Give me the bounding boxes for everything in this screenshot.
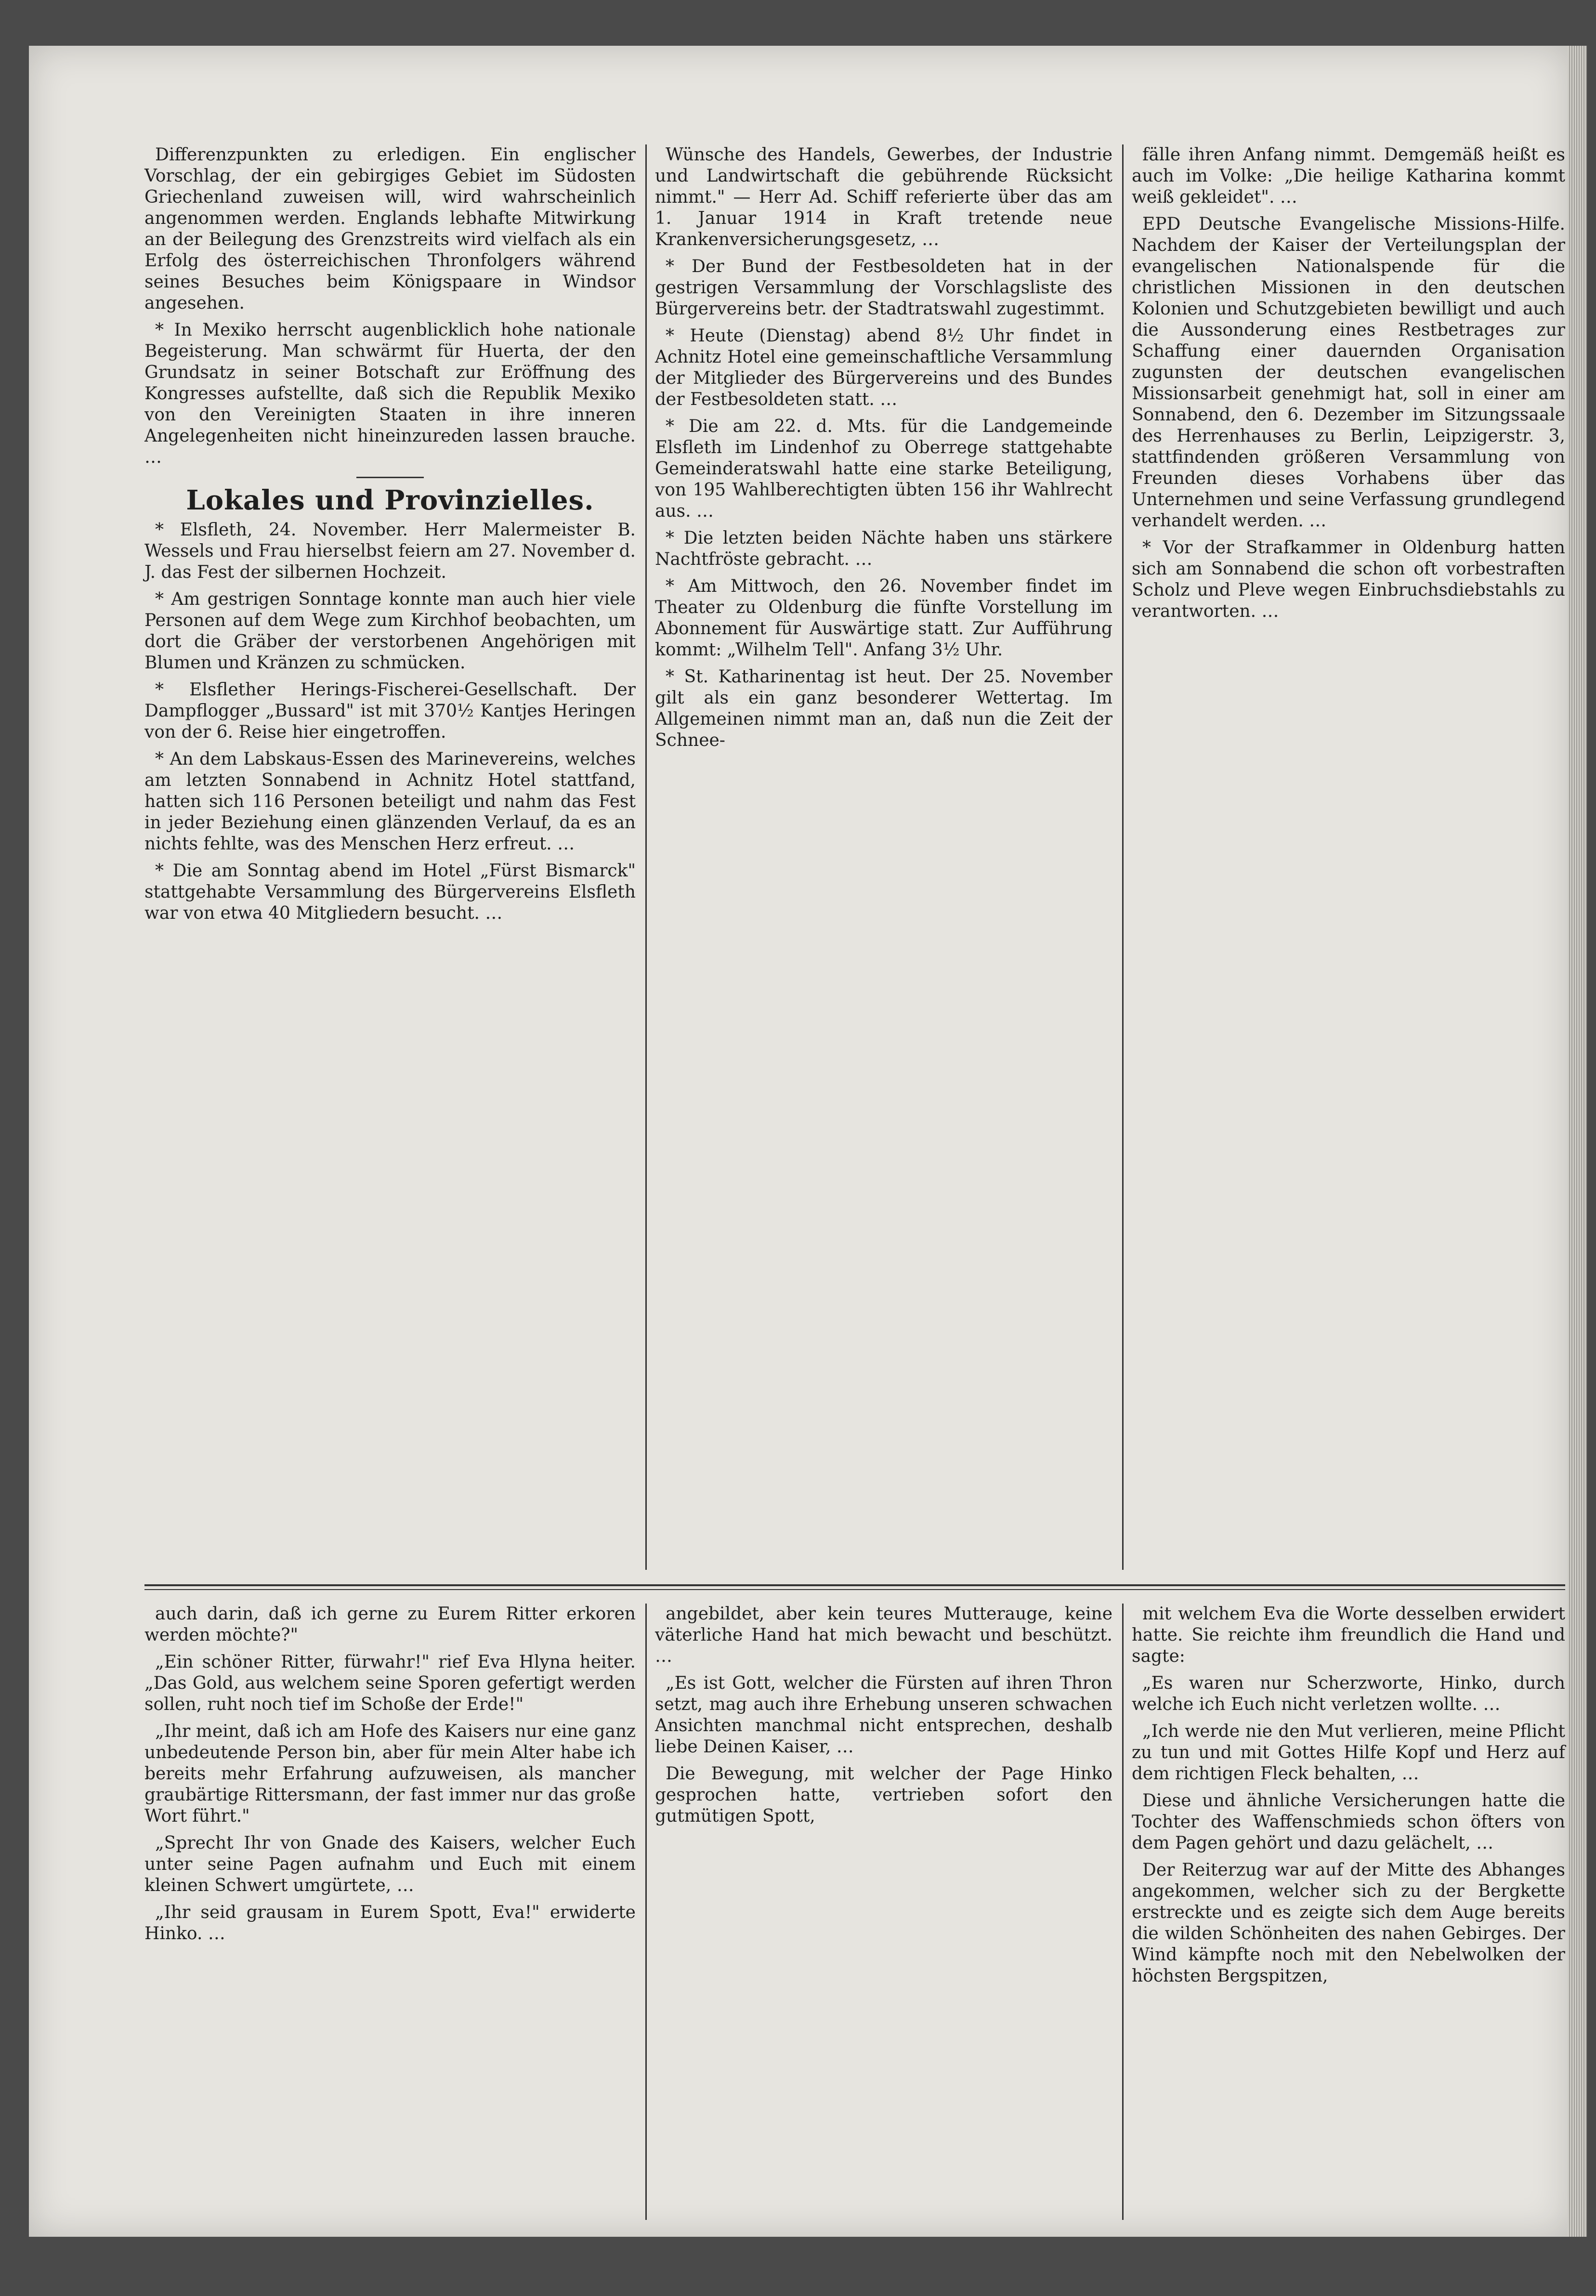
article-paragraph: „Ein schöner Ritter, fürwahr!" rief Eva Hlyna heiter. „Das Gold, aus welchem seine Sporen gefertigt werden sollen, ruht noch tief im Schoße der Erde!"	[144, 1652, 636, 1714]
article-paragraph: * Elsflether Herings-Fischerei-Gesellschaft. Der Dampflogger „Bussard" ist mit 370½ Kantjes Heringen von der 6. Reise hier eingetroffen.	[144, 680, 636, 742]
article-paragraph: * Die am Sonntag abend im Hotel „Fürst Bismarck" stattgehabte Versammlung des Bürgervereins Elsfleth war von etwa 40 Mitgliedern besucht. …	[144, 861, 636, 923]
column-rule-2	[1122, 144, 1124, 1570]
feuilleton-column-2	[655, 1604, 1112, 2220]
article-paragraph: „Ihr meint, daß ich am Hofe des Kaisers nur eine ganz unbedeutende Person bin, aber für mein Alter habe ich bereits mehr Erfahrung aufzuweisen, als mancher graubärtige Rittersmann, der fast immer nur das große Wort führt."	[144, 1722, 636, 1826]
page-edge	[1568, 46, 1587, 2237]
article-paragraph: Der Reiterzug war auf der Mitte des Abhanges angekommen, welcher sich zu der Bergkette erstreckte und es zeigte sich dem Auge bereits die wilden Schönheiten des nahen Gebirges. Der Wind kämpfte noch mit den Nebelwolken der höchsten Bergspitzen,	[1132, 1860, 1565, 1986]
article-paragraph: * Elsfleth, 24. November. Herr Malermeister B. Wessels und Frau hierselbst feiern am 27. November d. J. das Fest der silbernen Hochzeit.	[144, 520, 636, 582]
article-paragraph: Differenzpunkten zu erledigen. Ein englischer Vorschlag, der ein gebirgiges Gebiet im Südosten Griechenland zuweisen will, wird wahrscheinlich angenommen werden. Englands lebhafte Mitwirkung an der Beilegung des Grenzstreits wird vielfach als ein Erfolg des österreichischen Thronfolgers während seines Besuches beim Königspaare in Windsor angesehen.	[144, 145, 636, 313]
article-paragraph: * Am Mittwoch, den 26. November findet im Theater zu Oldenburg die fünfte Vorstellung im Abonnement für Auswärtige statt. Zur Aufführung kommt: „Wilhelm Tell". Anfang 3½ Uhr.	[655, 576, 1112, 660]
column-2	[655, 144, 1112, 1570]
article-paragraph: * St. Katharinentag ist heut. Der 25. November gilt als ein ganz besonderer Wettertag. Im Allgemeinen nimmt man an, daß nun die Zeit der Schnee-	[655, 667, 1112, 750]
article-paragraph: Die Bewegung, mit welcher der Page Hinko gesprochen hatte, vertrieben sofort den gutmütigen Spott,	[655, 1764, 1112, 1826]
article-paragraph: angebildet, aber kein teures Mutterauge, keine väterliche Hand hat mich bewacht und beschützt. …	[655, 1604, 1112, 1666]
article-paragraph: * Der Bund der Festbesoldeten hat in der gestrigen Versammlung der Vorschlagsliste des Bürgervereins betr. der Stadtratswahl zugestimmt.	[655, 257, 1112, 319]
article-paragraph: „Ich werde nie den Mut verlieren, meine Pflicht zu tun und mit Gottes Hilfe Kopf und Herz auf dem richtigen Fleck behalten, …	[1132, 1722, 1565, 1784]
article-paragraph: Wünsche des Handels, Gewerbes, der Industrie und Landwirtschaft die gebührende Rücksicht nimmt." — Herr Ad. Schiff referierte über das am 1. Januar 1914 in Kraft tretende neue Krankenversicherungsgesetz, …	[655, 145, 1112, 249]
section-dash	[356, 477, 424, 478]
feuilleton-divider-2	[144, 1589, 1565, 1590]
article-paragraph: * An dem Labskaus-Essen des Marinevereins, welches am letzten Sonnabend in Achnitz Hotel stattfand, hatten sich 116 Personen beteiligt und nahm das Fest in jeder Beziehung einen glänzenden Verlauf, da es an nichts fehlte, was des Menschen Herz erfreut. …	[144, 749, 636, 854]
article-paragraph: mit welchem Eva die Worte desselben erwidert hatte. Sie reichte ihm freundlich die Hand und sagte:	[1132, 1604, 1565, 1666]
article-paragraph: EPD Deutsche Evangelische Missions-Hilfe. Nachdem der Kaiser der Verteilungsplan der evangelischen Nationalspende für die christlichen Missionen in den deutschen Kolonien und Schutzgebieten bewilligt und auch die Aussonderung eines Restbetrages zur Schaffung einer dauernden Organisation zugunsten der deutschen evangelischen Missionsarbeit genehmigt hat, soll in einer am Sonnabend, den 6. Dezember im Sitzungssaale des Herrenhauses zu Berlin, Leipzigerstr. 3, stattfindenden größeren Versammlung von Freunden dieses Vorhabens über das Unternehmen und seine Verfassung grundlegend verhandelt werden. …	[1132, 214, 1565, 531]
article-paragraph: „Sprecht Ihr von Gnade des Kaisers, welcher Euch unter seine Pagen aufnahm und Euch mit einem kleinen Schwert umgürtete, …	[144, 1833, 636, 1895]
feuilleton-divider	[144, 1584, 1565, 1586]
feuilleton-column-3	[1132, 1604, 1565, 2220]
feuilleton-rule-2	[1122, 1604, 1124, 2220]
article-paragraph: auch darin, daß ich gerne zu Eurem Ritter erkoren werden möchte?"	[144, 1604, 636, 1645]
column-3	[1132, 144, 1565, 1570]
article-paragraph: * Am gestrigen Sonntage konnte man auch hier viele Personen auf dem Wege zum Kirchhof beobachten, um dort die Gräber der verstorbenen Angehörigen mit Blumen und Kränzen zu schmücken.	[144, 589, 636, 673]
article-paragraph: * Die am 22. d. Mts. für die Landgemeinde Elsfleth im Lindenhof zu Oberrege stattgehabte Gemeinderatswahl hatte eine starke Beteiligung, von 195 Wahlberechtigten übten 156 ihr Wahlrecht aus. …	[655, 417, 1112, 521]
article-paragraph: „Ihr seid grausam in Eurem Spott, Eva!" erwiderte Hinko. …	[144, 1903, 636, 1944]
article-paragraph: * Die letzten beiden Nächte haben uns stärkere Nachtfröste gebracht. …	[655, 528, 1112, 569]
article-paragraph: * Vor der Strafkammer in Oldenburg hatten sich am Sonnabend die schon oft vorbestraften Scholz und Pleve wegen Einbruchsdiebstahls zu verantworten. …	[1132, 538, 1565, 621]
article-paragraph: Diese und ähnliche Versicherungen hatte die Tochter des Waffenschmieds schon öfters von dem Pagen gehört und dazu gelächelt, …	[1132, 1791, 1565, 1853]
section-heading: Lokales und Provinzielles.	[186, 484, 594, 516]
column-rule-1	[645, 144, 647, 1570]
feuilleton-rule-1	[645, 1604, 647, 2220]
feuilleton-column-1	[144, 1604, 636, 2220]
column-1	[144, 144, 636, 1570]
article-paragraph: „Es waren nur Scherzworte, Hinko, durch welche ich Euch nicht verletzen wollte. …	[1132, 1673, 1565, 1714]
article-paragraph: fälle ihren Anfang nimmt. Demgemäß heißt es auch im Volke: „Die heilige Katharina kommt weiß gekleidet". …	[1132, 145, 1565, 207]
article-paragraph: „Es ist Gott, welcher die Fürsten auf ihren Thron setzt, mag auch ihre Erhebung unseren schwachen Ansichten manchmal nicht entsprechen, deshalb liebe Deinen Kaiser, …	[655, 1673, 1112, 1757]
article-paragraph: * In Mexiko herrscht augenblicklich hohe nationale Begeisterung. Man schwärmt für Huerta, der den Grundsatz in seiner Botschaft zur Eröffnung des Kongresses aufstellte, daß sich die Republik Mexiko von den Vereinigten Staaten in ihre inneren Angelegenheiten nicht hineinzureden lassen brauche. …	[144, 320, 636, 467]
article-paragraph: * Heute (Dienstag) abend 8½ Uhr findet in Achnitz Hotel eine gemeinschaftliche Versammlung der Mitglieder des Bürgervereins und des Bundes der Festbesoldeten statt. …	[655, 326, 1112, 409]
